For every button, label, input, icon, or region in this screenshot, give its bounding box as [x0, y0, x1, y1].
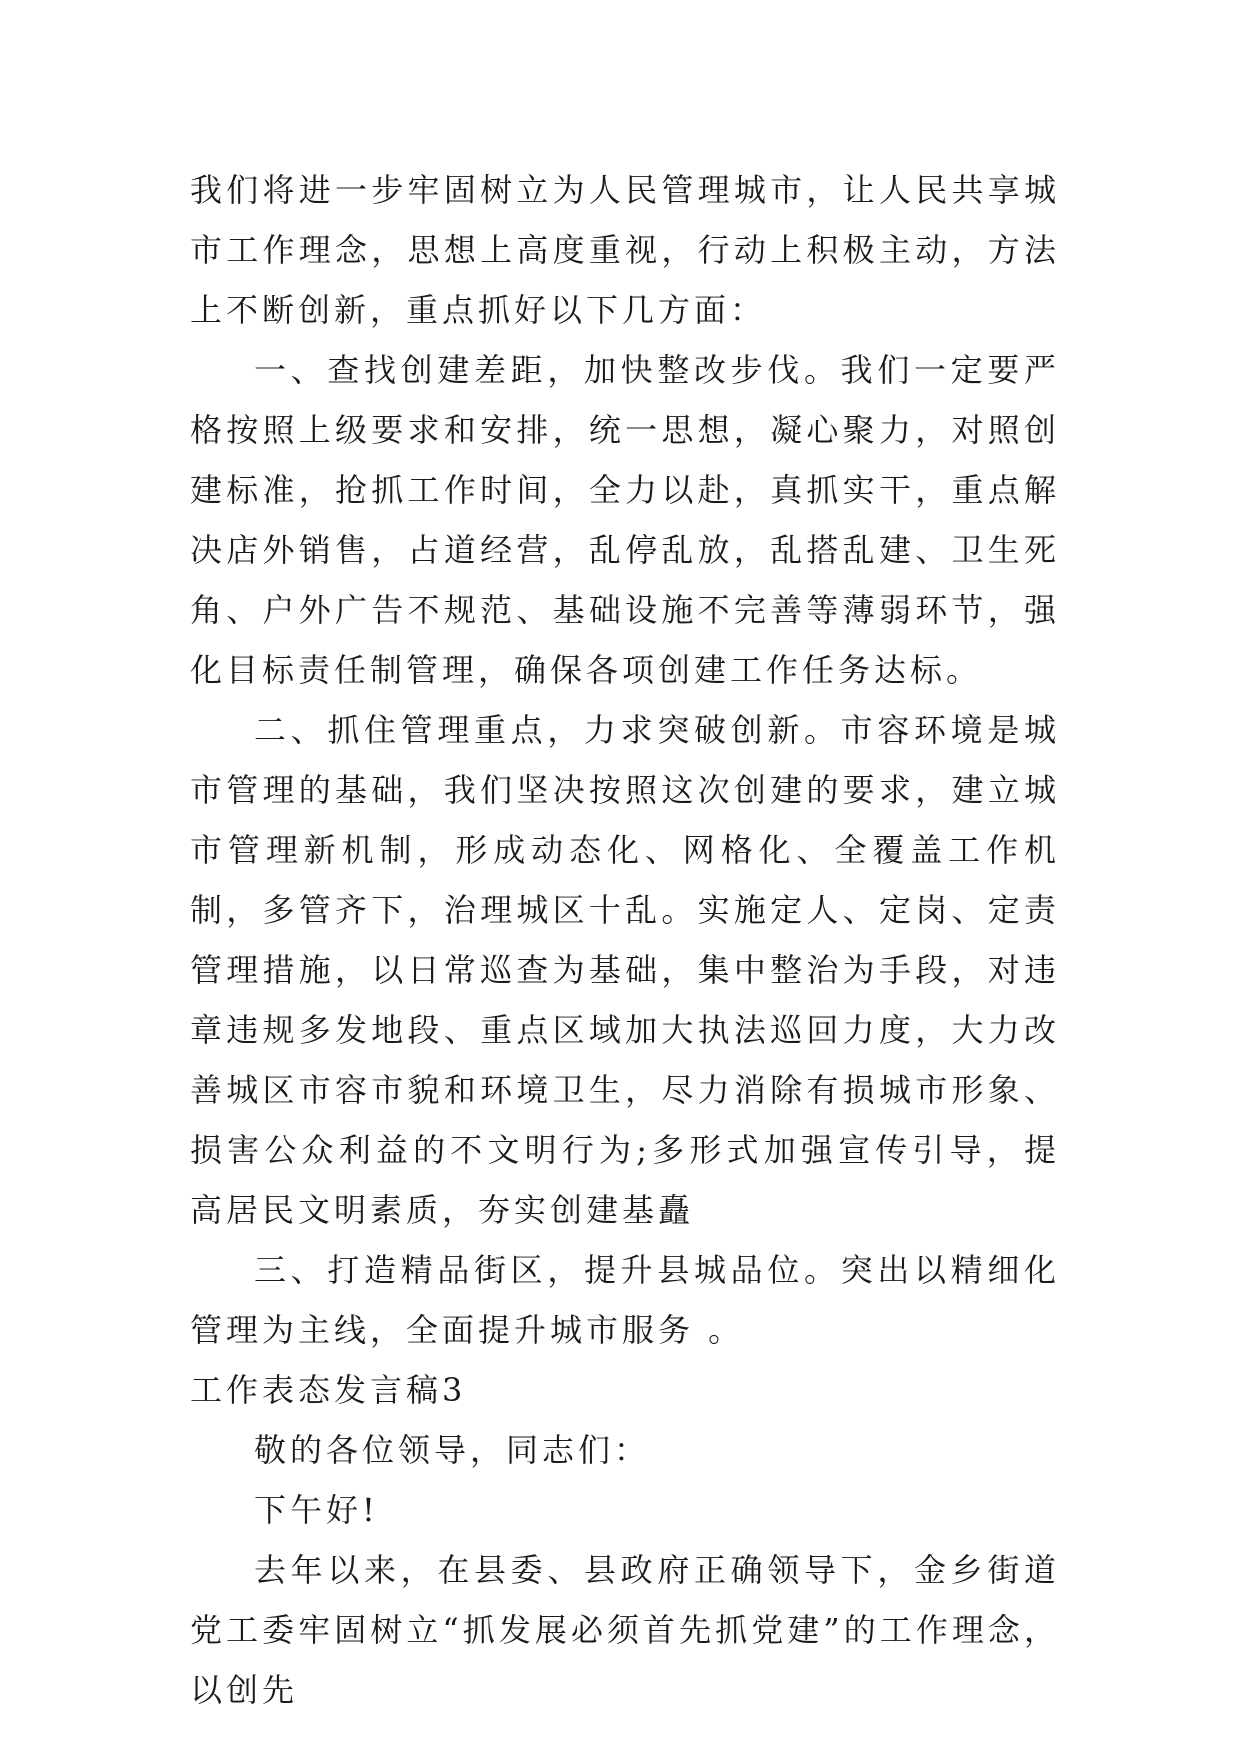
paragraph-point-two: 二、抓住管理重点，力求突破创新。市容环境是城市管理的基础，我们坚决按照这次创建的要求，建立城市管理新机制，形成动态化、网格化、全覆盖工作机制，多管齐下，治理城区十乱。实施定人、定岗、定责管理措施，以日常巡查为基础，集中整治为手段，对违章违规多发地段、重点区域加大执法巡回力度，大力改善城区市容市貌和环境卫生，尽力消除有损城市形象、损害公众利益的不文明行为;多形式加强宣传引导，提高居民文明素质，夯实创建基矗	[190, 711, 1060, 1229]
document-body	[190, 160, 1060, 1720]
paragraph-point-one: 一、查找创建差距，加快整改步伐。我们一定要严格按照上级要求和安排，统一思想，凝心聚力，对照创建标准，抢抓工作时间，全力以赴，真抓实干，重点解决店外销售，占道经营，乱停乱放，乱搭乱建、卫生死角、户外广告不规范、基础设施不完善等薄弱环节，强化目标责任制管理，确保各项创建工作任务达标。	[190, 351, 1060, 689]
paragraph-body-start: 去年以来，在县委、县政府正确领导下，金乡街道党工委牢固树立“抓发展必须首先抓党建”的工作理念，以创先	[190, 1551, 1060, 1709]
paragraph-salutation: 敬的各位领导，同志们：	[254, 1431, 651, 1469]
section-title: 工作表态发言稿3	[190, 1371, 467, 1409]
paragraph-intro: 我们将进一步牢固树立为人民管理城市，让人民共享城市工作理念，思想上高度重视，行动上积极主动，方法上不断创新，重点抓好以下几方面：	[190, 171, 1060, 329]
paragraph-greeting: 下午好!	[254, 1491, 379, 1529]
paragraph-point-three: 三、打造精品街区，提升县城品位。突出以精细化管理为主线，全面提升城市服务 。	[190, 1251, 1060, 1349]
